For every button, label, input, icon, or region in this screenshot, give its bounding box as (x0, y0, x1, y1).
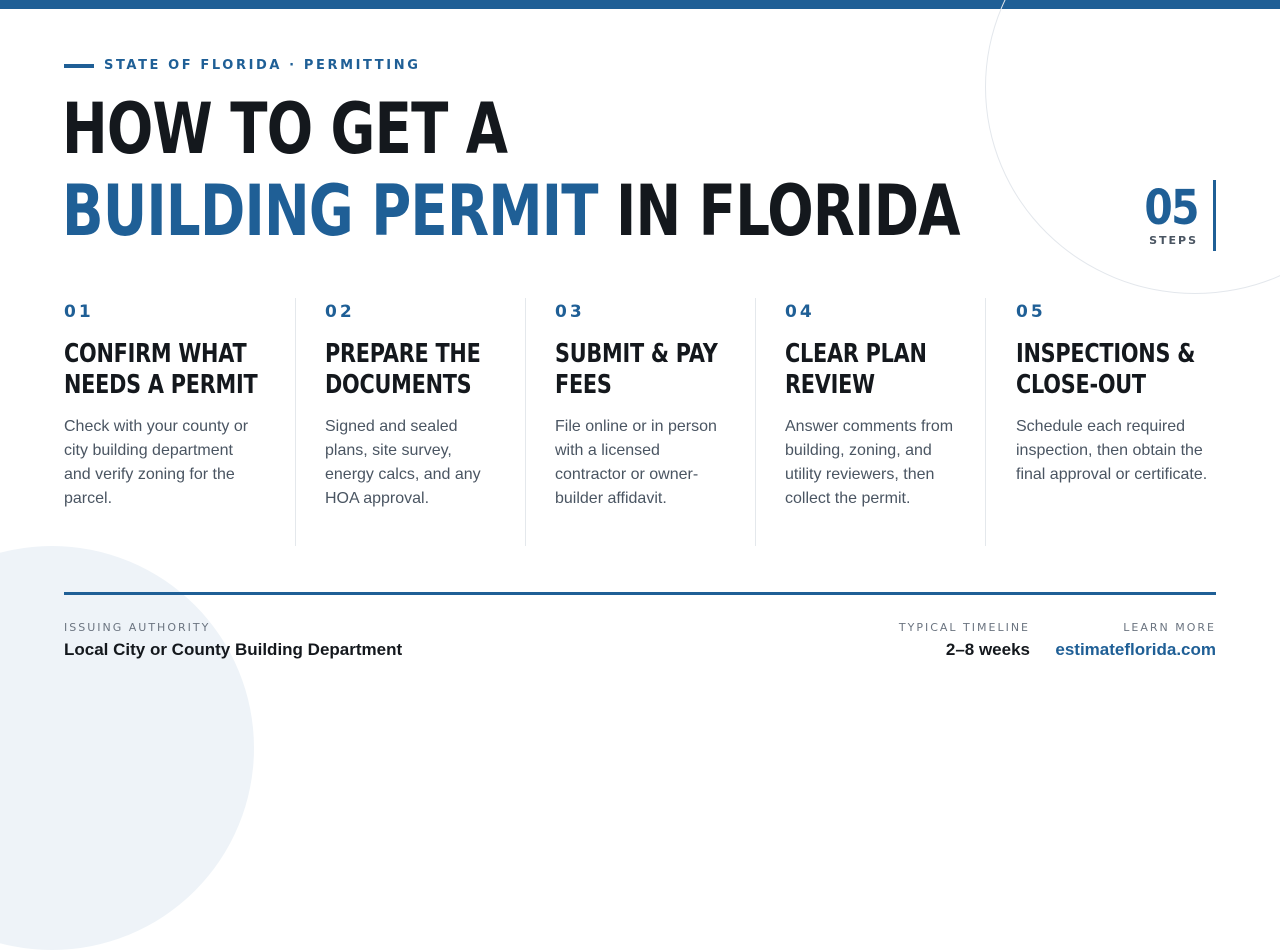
step-description (785, 415, 953, 511)
eyebrow-rule (64, 64, 94, 68)
step-title-line-1: CONFIRM WHAT (64, 339, 247, 369)
issuing-authority-label: ISSUING AUTHORITY (64, 621, 211, 634)
step-number: 01 (64, 302, 94, 322)
step-description (555, 415, 717, 511)
step-description-line: energy calcs, and any (325, 466, 481, 483)
title-accent: BUILDING PERMIT (62, 170, 598, 252)
learn-more-link-wrap (1016, 640, 1216, 660)
title-line-1: HOW TO GET A (62, 88, 508, 170)
step-4 (755, 298, 985, 546)
issuing-authority-value: Local City or County Building Department (64, 640, 403, 659)
title-rest: IN FLORIDA (597, 170, 960, 252)
footer-rule (64, 592, 1216, 595)
step-title (785, 339, 927, 401)
step-title-line-2: NEEDS A PERMIT (64, 370, 258, 400)
step-number: 02 (325, 302, 355, 322)
step-title-line-1: CLEAR PLAN (785, 339, 927, 369)
step-title-line-2: CLOSE-OUT (1016, 370, 1146, 400)
step-number: 04 (785, 302, 815, 322)
step-number: 05 (1016, 302, 1046, 322)
decorative-circle-bottom-left (0, 546, 254, 950)
step-description-line: Signed and sealed (325, 418, 458, 435)
step-title (1016, 339, 1195, 401)
typical-timeline-value: 2–8 weeks (945, 640, 1030, 659)
steps-count (1100, 182, 1198, 247)
step-title (64, 339, 257, 401)
step-description-line: contractor or owner- (555, 466, 699, 483)
step-description-line: File online or in person (555, 418, 717, 435)
step-description-line: Answer comments from (785, 418, 954, 435)
step-description (1016, 415, 1207, 487)
step-description-line: plans, site survey, (325, 442, 452, 459)
learn-more-link[interactable]: estimateflorida.com (1055, 640, 1216, 659)
steps-list (64, 298, 1216, 546)
step-title-line-2: REVIEW (785, 370, 875, 400)
step-description (325, 415, 481, 511)
steps-count-number: 05 (1144, 180, 1198, 236)
learn-more-label: LEARN MORE (1123, 621, 1216, 634)
step-description-line: and verify zoning for the (64, 466, 235, 483)
step-description-line: Schedule each required (1016, 418, 1186, 435)
step-title (555, 339, 718, 401)
steps-count-rule (1213, 180, 1216, 251)
step-title-line-1: SUBMIT & PAY (555, 339, 718, 369)
typical-timeline-label: TYPICAL TIMELINE (898, 621, 1030, 634)
decorative-circle-top-right (985, 0, 1280, 294)
step-description-line: final approval or certificate. (1016, 466, 1208, 483)
step-1 (64, 298, 295, 546)
step-title-line-2: DOCUMENTS (325, 370, 472, 400)
step-description-line: utility reviewers, then (785, 466, 935, 483)
eyebrow (64, 58, 420, 73)
step-5 (985, 298, 1216, 546)
step-title (325, 339, 481, 401)
step-description-line: building, zoning, and (785, 442, 932, 459)
step-description-line: Check with your county or (64, 418, 249, 435)
step-description-line: collect the permit. (785, 490, 911, 507)
step-description-line: city building department (64, 442, 233, 459)
eyebrow-text: STATE OF FLORIDA · PERMITTING (104, 58, 421, 73)
step-title-line-2: FEES (555, 370, 612, 400)
step-2 (295, 298, 525, 546)
step-description (64, 415, 248, 511)
step-description-line: parcel. (64, 490, 113, 507)
step-description-line: inspection, then obtain the (1016, 442, 1203, 459)
step-number: 03 (555, 302, 585, 322)
step-3 (525, 298, 755, 546)
step-description-line: builder affidavit. (555, 490, 667, 507)
step-title-line-1: PREPARE THE (325, 339, 481, 369)
step-description-line: with a licensed (555, 442, 660, 459)
step-title-line-1: INSPECTIONS & (1016, 339, 1196, 369)
page-title (62, 88, 960, 252)
step-description-line: HOA approval. (325, 490, 430, 507)
steps-count-label: STEPS (1149, 234, 1198, 247)
